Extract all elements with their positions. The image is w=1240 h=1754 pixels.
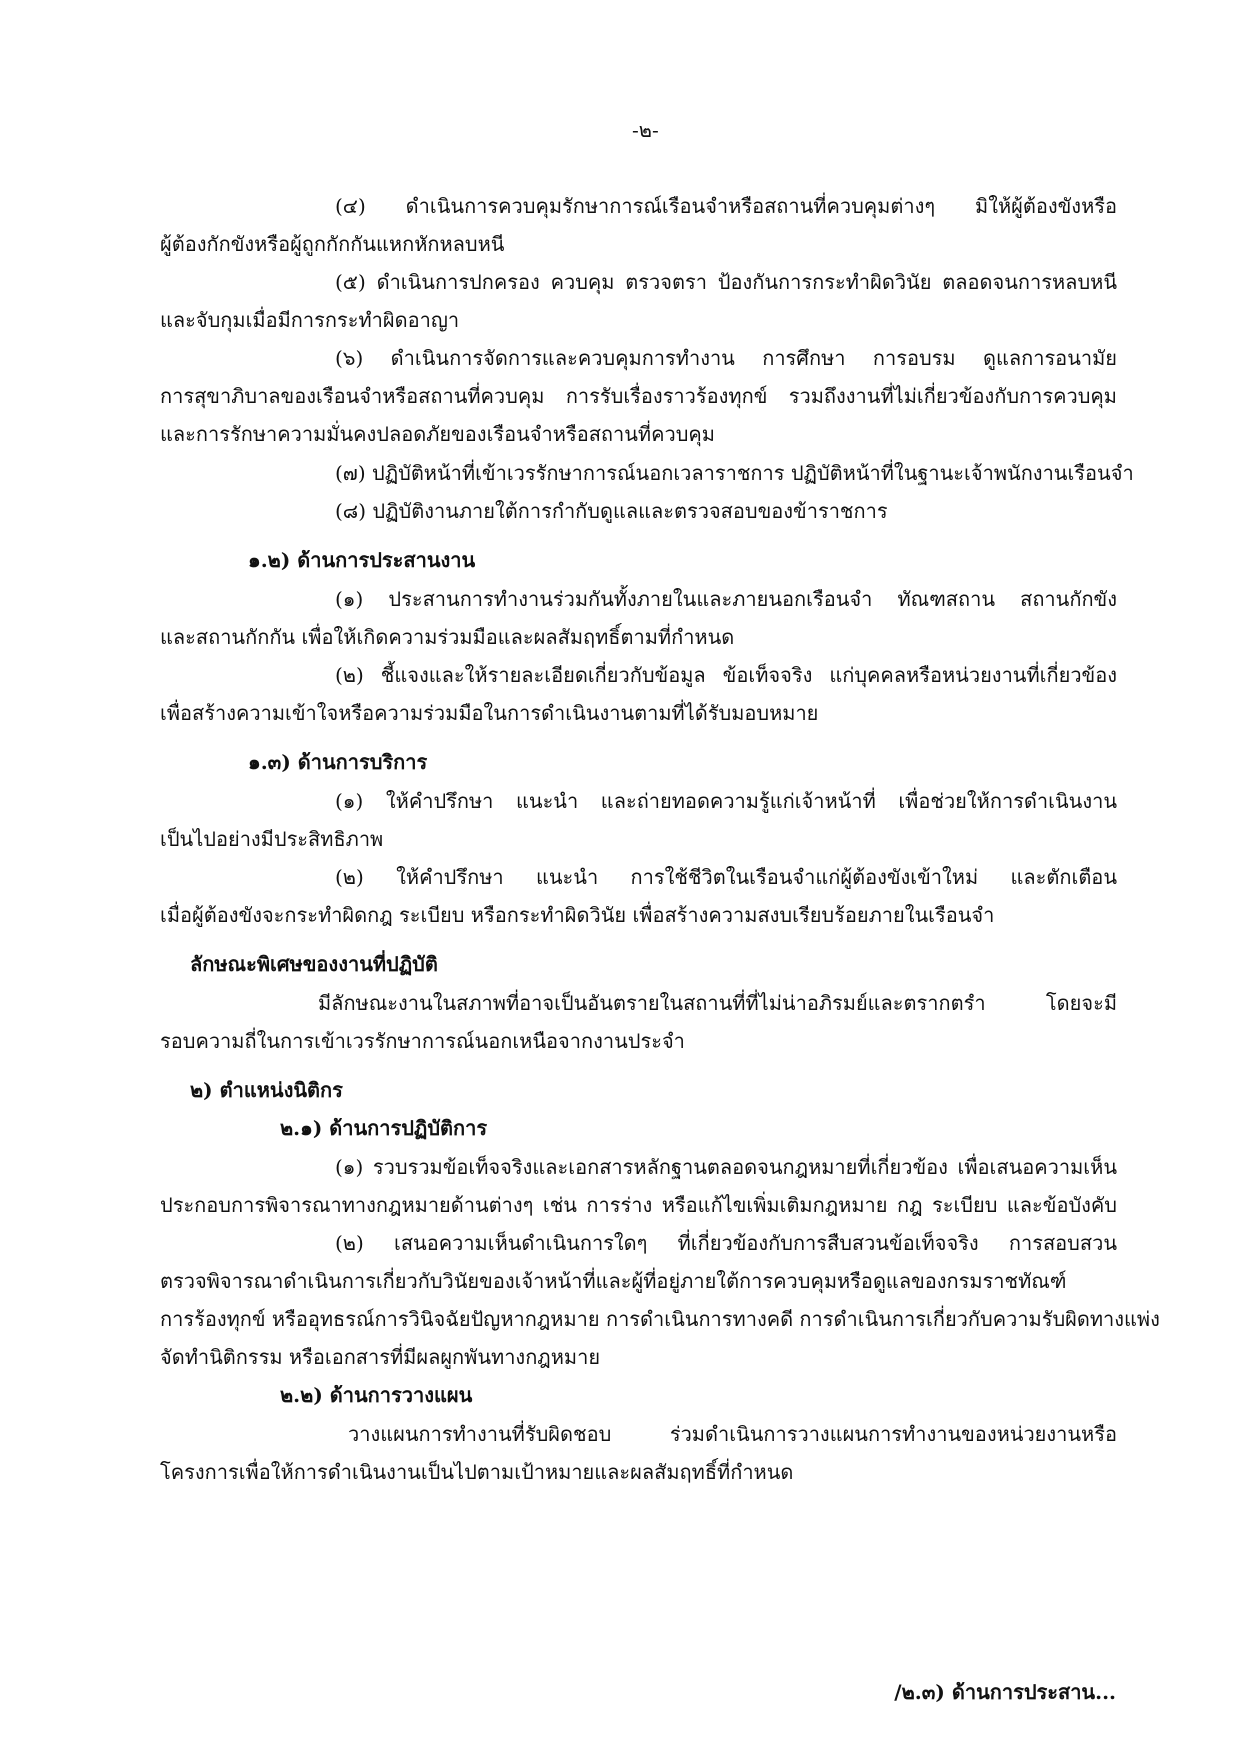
sec1-2-item-2-line-1: (๒) ชี้แจงและให้รายละเอียดเกี่ยวกับข้อมูล ข้อเท็จจริง แก่บุคคลหรือหน่วยงานที่เกี่ยวข้อง: [335, 663, 1117, 687]
sec2-2-para-line-2: โครงการเพื่อให้การดำเนินงานเป็นไปตามเป้าหมายและผลสัมฤทธิ์ที่กำหนด: [160, 1460, 794, 1484]
sec2-1-item-2-line-3: การร้องทุกข์ หรืออุทธรณ์การวินิจฉัยปัญหากฎหมาย การดำเนินการทางคดี การดำเนินการเกี่ยวกับความรับผิดทางแพ่ง: [160, 1307, 1160, 1331]
sec2-2-para-line-1: วางแผนการทำงานที่รับผิดชอบ ร่วมดำเนินการวางแผนการทำงานของหน่วยงานหรือ: [348, 1422, 1117, 1446]
section-1-3-heading: ๑.๓) ด้านการบริการ: [248, 750, 428, 774]
item-6-line-2: การสุขาภิบาลของเรือนจำหรือสถานที่ควบคุม การรับเรื่องราวร้องทุกข์ รวมถึงงานที่ไม่เกี่ยวข้องกับการควบคุม: [160, 384, 1117, 408]
sec2-1-item-1-line-2: ประกอบการพิจารณาทางกฎหมายด้านต่างๆ เช่น การร่าง หรือแก้ไขเพิ่มเติมกฎหมาย กฎ ระเบียบ และข้อบังคับ: [160, 1193, 1117, 1217]
special-characteristics-heading: ลักษณะพิเศษของงานที่ปฏิบัติ: [190, 952, 438, 976]
special-line-1: มีลักษณะงานในสภาพที่อาจเป็นอันตรายในสถานที่ที่ไม่น่าอภิรมย์และตรากตรำ โดยจะมี: [318, 991, 1117, 1015]
section-1-2-heading: ๑.๒) ด้านการประสานงาน: [248, 548, 476, 572]
section-2-1-heading: ๒.๑) ด้านการปฏิบัติการ: [280, 1116, 488, 1140]
sec1-3-item-2-line-1: (๒) ให้คำปรึกษา แนะนำ การใช้ชีวิตในเรือนจำแก่ผู้ต้องขังเข้าใหม่ และตักเตือน: [335, 865, 1117, 889]
sec2-1-item-2-line-2: ตรวจพิจารณาดำเนินการเกี่ยวกับวินัยของเจ้าหน้าที่และผู้ที่อยู่ภายใต้การควบคุมหรือดูแลของกรมราชทัณฑ์: [160, 1269, 1067, 1293]
sec1-3-item-1-line-1: (๑) ให้คำปรึกษา แนะนำ และถ่ายทอดความรู้แก่เจ้าหน้าที่ เพื่อช่วยให้การดำเนินงาน: [335, 789, 1117, 813]
sec1-3-item-2-line-2: เมื่อผู้ต้องขังจะกระทำผิดกฎ ระเบียบ หรือกระทำผิดวินัย เพื่อสร้างความสงบเรียบร้อยภายในเรือนจำ: [160, 903, 995, 927]
page-number: -๒-: [632, 118, 659, 142]
item-8: (๘) ปฏิบัติงานภายใต้การกำกับดูแลและตรวจสอบของข้าราชการ: [335, 499, 888, 523]
sec1-3-item-1-line-2: เป็นไปอย่างมีประสิทธิภาพ: [160, 827, 384, 851]
section-2-heading: ๒) ตำแหน่งนิติกร: [190, 1078, 343, 1102]
item-7: (๗) ปฏิบัติหน้าที่เข้าเวรรักษาการณ์นอกเวลาราชการ ปฏิบัติหน้าที่ในฐานะเจ้าพนักงานเรือนจำ: [335, 461, 1134, 485]
item-6-line-1: (๖) ดำเนินการจัดการและควบคุมการทำงาน การศึกษา การอบรม ดูแลการอนามัย: [335, 346, 1117, 370]
sec1-2-item-1-line-1: (๑) ประสานการทำงานร่วมกันทั้งภายในและภายนอกเรือนจำ ทัณฑสถาน สถานกักขัง: [335, 587, 1117, 611]
sec1-2-item-1-line-2: และสถานกักกัน เพื่อให้เกิดความร่วมมือและผลสัมฤทธิ์ตามที่กำหนด: [160, 625, 735, 649]
section-2-2-heading: ๒.๒) ด้านการวางแผน: [280, 1383, 473, 1407]
continuation-note: /๒.๓) ด้านการประสาน...: [894, 1680, 1116, 1704]
special-line-2: รอบความถี่ในการเข้าเวรรักษาการณ์นอกเหนือจากงานประจำ: [160, 1029, 685, 1053]
item-5-line-2: และจับกุมเมื่อมีการกระทำผิดอาญา: [160, 308, 460, 332]
item-4-line-1: (๔) ดำเนินการควบคุมรักษาการณ์เรือนจำหรือสถานที่ควบคุมต่างๆ มิให้ผู้ต้องขังหรือ: [335, 194, 1117, 218]
sec1-2-item-2-line-2: เพื่อสร้างความเข้าใจหรือความร่วมมือในการดำเนินงานตามที่ได้รับมอบหมาย: [160, 701, 819, 725]
item-6-line-3: และการรักษาความมั่นคงปลอดภัยของเรือนจำหรือสถานที่ควบคุม: [160, 422, 715, 446]
sec2-1-item-1-line-1: (๑) รวบรวมข้อเท็จจริงและเอกสารหลักฐานตลอดจนกฎหมายที่เกี่ยวข้อง เพื่อเสนอความเห็น: [335, 1155, 1117, 1179]
sec2-1-item-2-line-4: จัดทำนิติกรรม หรือเอกสารที่มีผลผูกพันทางกฎหมาย: [160, 1345, 601, 1369]
item-5-line-1: (๕) ดำเนินการปกครอง ควบคุม ตรวจตรา ป้องกันการกระทำผิดวินัย ตลอดจนการหลบหนี: [335, 270, 1117, 294]
sec2-1-item-2-line-1: (๒) เสนอความเห็นดำเนินการใดๆ ที่เกี่ยวข้องกับการสืบสวนข้อเท็จจริง การสอบสวน: [335, 1231, 1117, 1255]
item-4-line-2: ผู้ต้องกักขังหรือผู้ถูกกักกันแหกหักหลบหนี: [160, 232, 505, 256]
